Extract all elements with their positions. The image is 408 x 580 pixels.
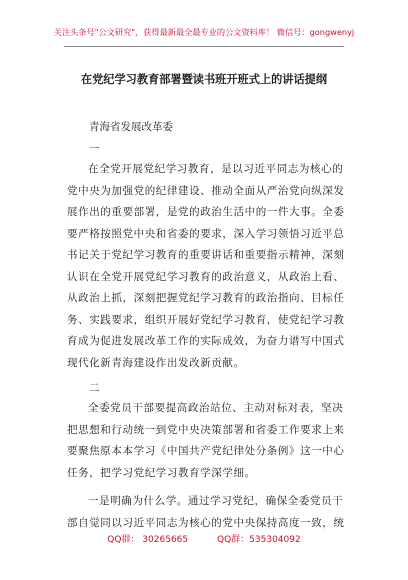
paragraph-line: 一是明确为什么学。通过学习党纪，确保全委党员干 bbox=[88, 495, 344, 507]
document-title: 在党纪学习教育部署暨读书班开班式上的讲话提纲 bbox=[80, 73, 328, 86]
paragraph-1 bbox=[67, 159, 351, 374]
paragraph-line: 育成为促进发展改革工作的实际成效，为奋力谱写中国式 bbox=[67, 335, 345, 347]
paragraph-line: 书记关于党纪学习教育的重要讲话和重要指示精神，深刻 bbox=[67, 249, 345, 261]
issuing-org: 青海省发展改革委 bbox=[89, 121, 173, 133]
paragraph-line: 要严格按照党中央和省委的要求，深入学习领悟习近平总 bbox=[67, 227, 345, 240]
paragraph-line: 部自觉同以习近平同志为核心的党中央保持高度一致，统 bbox=[67, 516, 345, 529]
paragraph-line: 认识在全党开展党纪学习教育的政治意义，从政治上看、 bbox=[67, 270, 345, 283]
paragraph-line: 全委党员干部要提高政治站位、主动对标对表，坚决 bbox=[88, 402, 344, 414]
section-number-2: 二 bbox=[89, 382, 100, 394]
paragraph-line: 从政治上抓，深刻把握党纪学习教育的政治指向、目标任 bbox=[67, 292, 345, 304]
paragraph-line: 把思想和行动统一到党中央决策部署和省委工作要求上来 bbox=[67, 423, 345, 436]
paragraph-line: 在全党开展党纪学习教育，是以习近平同志为核心的 bbox=[88, 163, 344, 175]
paragraph-line: 务、实践要求，组织开展好党纪学习教育，使党纪学习教 bbox=[67, 313, 345, 326]
section-number-1: 一 bbox=[89, 143, 100, 155]
paragraph-line: 展作出的重要部署，是党的政治生活中的一件大事。全委 bbox=[67, 206, 345, 218]
footer-qq-group-1: QQ群： 30265665 bbox=[107, 535, 189, 545]
paragraph-line: 现代化新青海建设作出发改新贡献。 bbox=[67, 356, 245, 369]
header-divider bbox=[64, 46, 344, 47]
paragraph-3 bbox=[67, 491, 351, 534]
header-banner: 关注头条号"公文研究"，获得最新最全最专业的公文资料库！ 微信号：gongwenyj bbox=[53, 27, 355, 37]
paragraph-line: 要聚焦原本本学习《中国共产党纪律处分条例》这一中心 bbox=[67, 445, 345, 457]
paragraph-2 bbox=[67, 398, 351, 484]
footer-contact bbox=[0, 532, 408, 545]
paragraph-line: 党中央为加强党的纪律建设、推动全面从严治党向纵深发 bbox=[67, 184, 345, 197]
footer-qq-group-2: QQ群：535304092 bbox=[217, 535, 301, 545]
paragraph-line: 任务，把学习党纪学习教育学深学细。 bbox=[67, 466, 256, 479]
